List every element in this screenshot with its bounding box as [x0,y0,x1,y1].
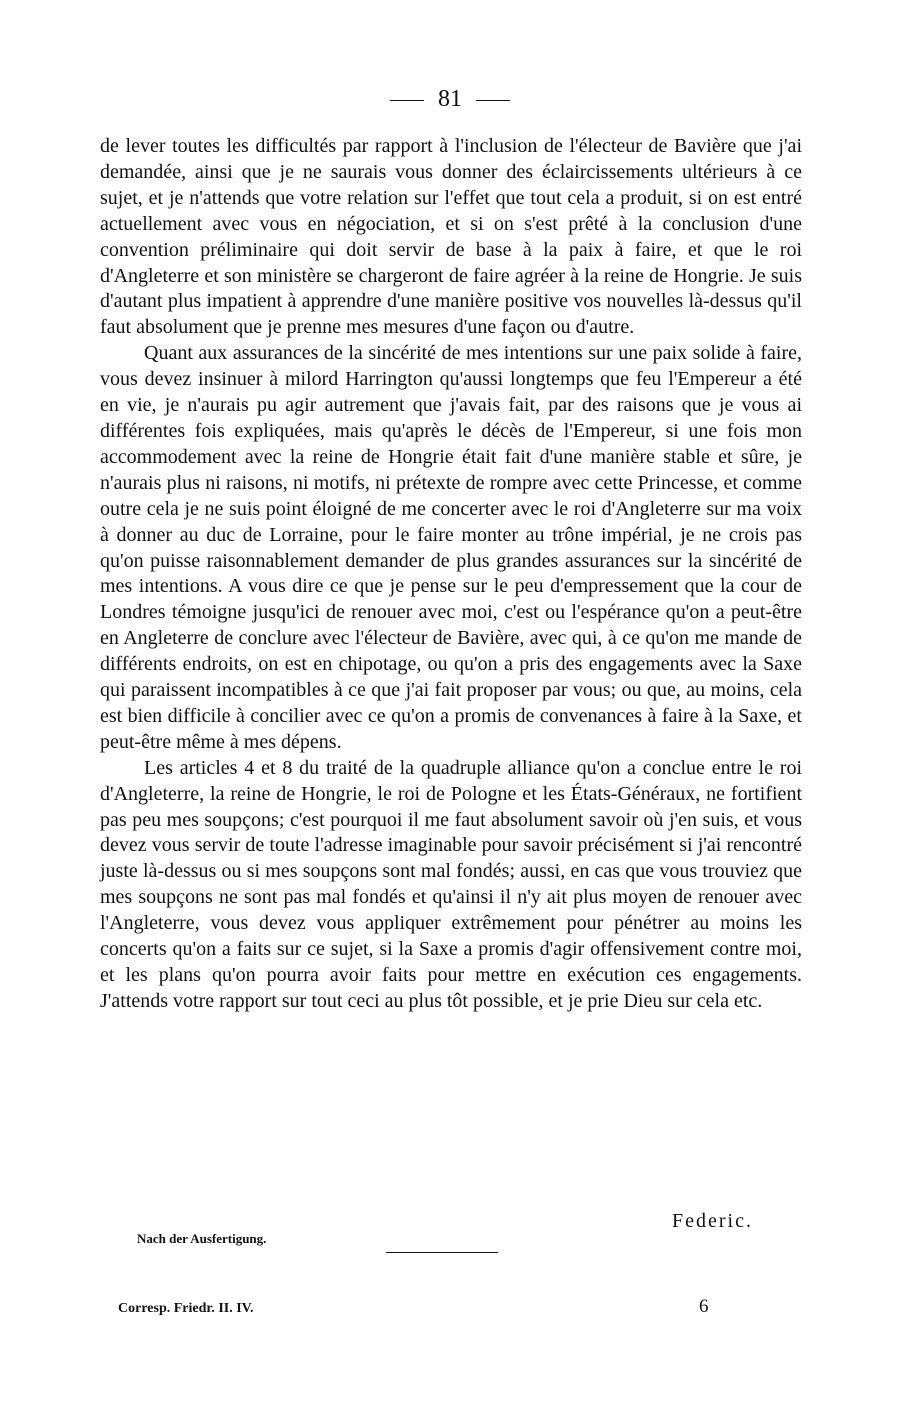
paragraph-3: Les articles 4 et 8 du traité de la quadruple alliance qu'on a conclue entre le roi d'Angleterre, la reine de Hongrie, le roi de Pologne et les États-Généraux, ne fortifient pas peu mes soupçons; c'est pourquoi il me faut absolument savoir où j'en suis, et vous devez vous servir de toute l'adresse imaginable pour savoir précisément si j'ai rencontré juste là-dessus ou si mes soupçons sont mal fondés; aussi, en cas que vous trouviez que mes soupçons ne sont pas mal fondés et qu'ainsi il n'y ait plus moyen de renouer avec l'Angleterre, vous devez vous appliquer extrêmement pour pénétrer au moins les concerts qu'on a faits sur ce sujet, si la Saxe a promis d'agir offensivement contre moi, et les plans qu'on pourra avoir faits pour mettre en exécution ces engagements. J'attends votre rapport sur tout ceci au plus tôt possible, et je prie Dieu sur cela etc. [100,756,802,1012]
signature: Federic. [672,1210,753,1232]
header-right-dash [476,100,510,101]
header-left-dash [390,100,424,101]
footer-signature-mark: 6 [699,1296,709,1317]
letter-body [100,134,802,1015]
footer-volume: Corresp. Friedr. II. IV. [118,1301,254,1316]
paragraph-1: de lever toutes les difficultés par rapport à l'inclusion de l'électeur de Bavière que j'ai demandée, ainsi que je ne saurais vous donner des éclaircissements ultérieurs à ce sujet, et je n'attends que votre relation sur l'effet que tout cela a produit, si on est entré actuellement avec vous en négociation, et si on s'est prêté à la conclusion d'une convention préliminaire qui doit servir de base à la paix à faire, et que le roi d'Angleterre et son ministère se chargeront de faire agréer à la reine de Hongrie. Je suis d'autant plus impatient à apprendre d'une manière positive vos nouvelles là-dessus qu'il faut absolument que je prenne mes mesures d'une façon ou d'autre. [100,135,802,339]
page-header [0,84,900,114]
source-note: Nach der Ausfertigung. [137,1231,267,1246]
end-rule [386,1252,498,1253]
page-number: 81 [438,86,462,112]
paragraph-2: Quant aux assurances de la sincérité de mes intentions sur une paix solide à faire, vous devez insinuer à milord Harrington qu'aussi longtemps que feu l'Empereur a été en vie, je n'aurais pu agir autrement que j'avais fait, par des raisons que je vous ai différentes fois expliquées, mais qu'après le décès de l'Empereur, si une fois mon accommodement avec la reine de Hongrie était fait d'une manière stable et sûre, je n'aurais plus ni raisons, ni motifs, ni prétexte de rompre avec cette Princesse, et comme outre cela je ne suis point éloigné de me concerter avec le roi d'Angleterre sur ma voix à donner au duc de Lorraine, pour le faire monter au trône impérial, je ne crois pas qu'on puisse raisonnablement demander de plus grandes assurances sur la sincérité de mes intentions. A vous dire ce que je pense sur le peu d'empressement que la cour de Londres témoigne jusqu'ici de renouer avec moi, c'est ou l'espérance qu'on a peut-être en Angleterre de conclure avec l'électeur de Bavière, avec qui, à ce qu'on me mande de différents endroits, on est en chipotage, ou qu'on a pris des engagements avec la Saxe qui paraissent incompatibles à ce que j'ai fait proposer par vous; ou que, au moins, cela est bien difficile à concilier avec ce qu'on a promis de convenances à faire à la Saxe, et peut-être même à mes dépens. [100,342,802,753]
